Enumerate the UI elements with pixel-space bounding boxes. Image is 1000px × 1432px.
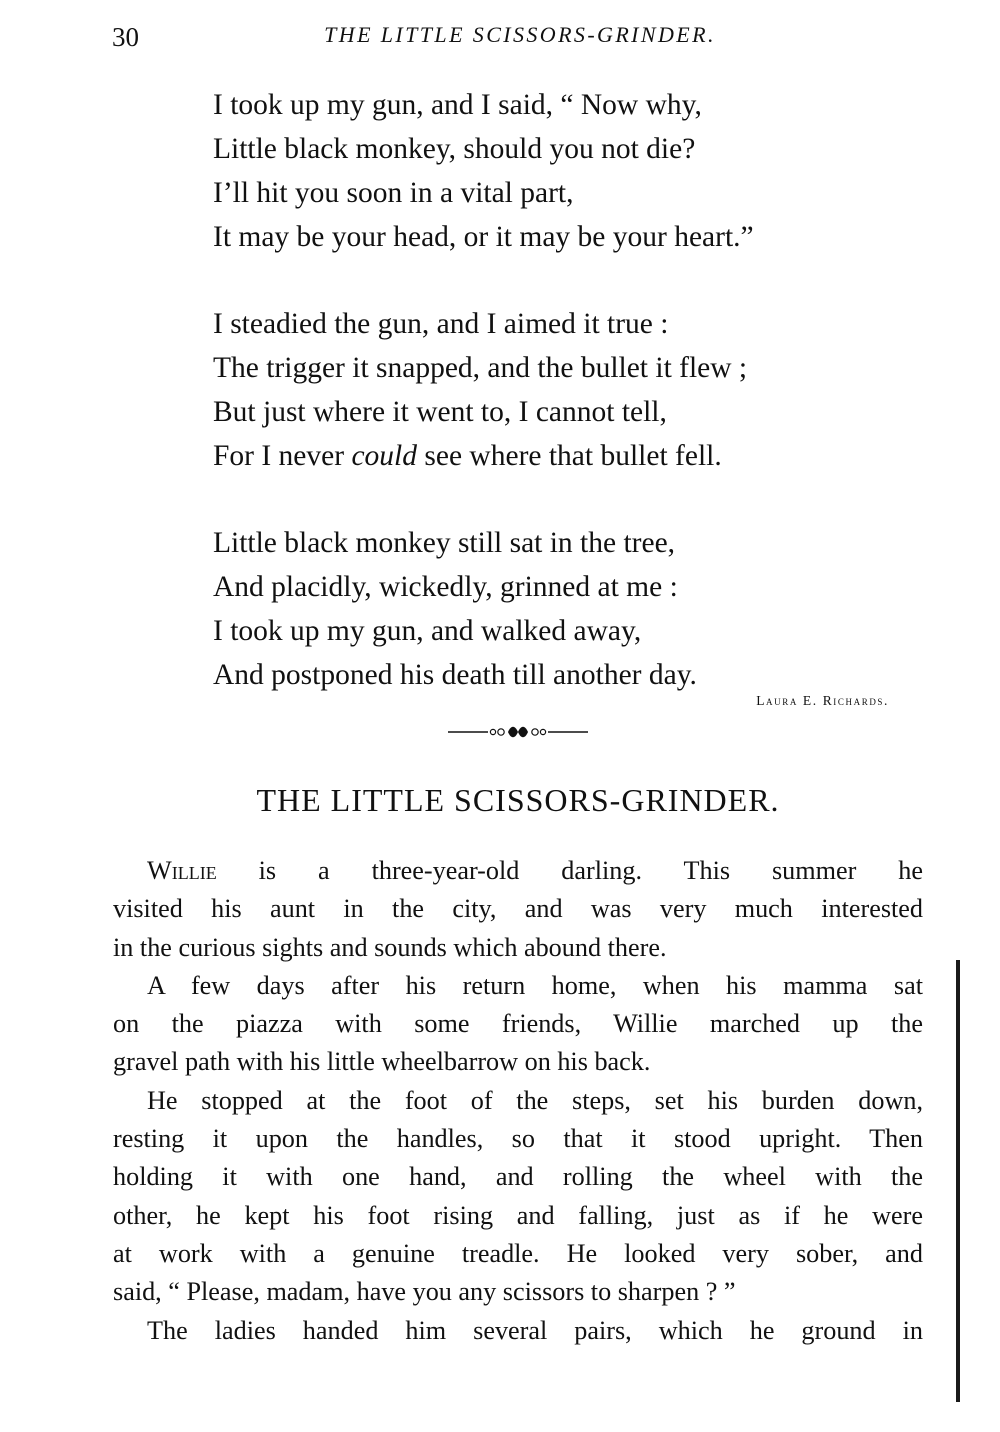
prose-line: on the piazza with some friends, Willie marched up the <box>113 1009 923 1039</box>
running-head: THE LITTLE SCISSORS-GRINDER. <box>324 22 716 47</box>
verse-line: Little black monkey, should you not die? <box>213 133 696 165</box>
verse-line: Little black monkey still sat in the tree, <box>213 527 676 559</box>
prose-line: other, he kept his foot rising and falling, just as if he were <box>113 1200 923 1230</box>
verse-line: And placidly, wickedly, grinned at me : <box>213 571 678 603</box>
verse-line: I took up my gun, and I said, “ Now why, <box>213 89 702 121</box>
prose-text: is a three-year-old darling. This summer he <box>216 856 923 885</box>
verse-line: But just where it went to, I cannot tell, <box>213 396 667 428</box>
prose-line: in the curious sights and sounds which abound there. <box>113 932 667 962</box>
poem-attribution: Laura E. Richards. <box>756 693 889 708</box>
stanza-1 <box>213 83 754 259</box>
opening-word: Willie <box>147 856 217 885</box>
verse-line: I steadied the gun, and I aimed it true : <box>213 308 669 340</box>
prose-line: at work with a genuine treadle. He looked very sober, and <box>113 1238 923 1268</box>
prose-line <box>113 852 923 890</box>
prose-line: holding it with one hand, and rolling the wheel with the <box>113 1162 923 1192</box>
verse-line: I’ll hit you soon in a vital part, <box>213 177 574 209</box>
verse-line <box>213 434 754 478</box>
prose-line: visited his aunt in the city, and was very much interested <box>113 894 923 924</box>
prose-line: The ladies handed him several pairs, which he ground in <box>147 1315 923 1345</box>
prose-line: said, “ Please, madam, have you any scissors to sharpen ? ” <box>113 1277 736 1307</box>
scan-edge-bar <box>956 960 960 1402</box>
verse-text: see where that bullet fell. <box>417 440 722 472</box>
poem <box>213 83 754 697</box>
prose-line: gravel path with his little wheelbarrow on his back. <box>113 1047 651 1077</box>
verse-line: And postponed his death till another day. <box>213 659 697 691</box>
stanza-2 <box>213 302 754 478</box>
stanza-3 <box>213 521 754 697</box>
page-number: 30 <box>112 22 139 52</box>
verse-line: I took up my gun, and walked away, <box>213 615 642 647</box>
prose-line: resting it upon the handles, so that it stood upright. Then <box>113 1124 923 1154</box>
emphasized-word: could <box>351 440 417 472</box>
verse-text: For I never <box>213 440 352 472</box>
ornament-divider-icon <box>448 723 588 741</box>
prose-line: A few days after his return home, when his mamma sat <box>147 970 923 1000</box>
prose-line: He stopped at the foot of the steps, set his burden down, <box>147 1085 923 1115</box>
story-title: THE LITTLE SCISSORS-GRINDER. <box>256 782 780 818</box>
verse-line: The trigger it snapped, and the bullet it flew ; <box>213 352 748 384</box>
story-body <box>113 852 923 1350</box>
verse-line: It may be your head, or it may be your heart.” <box>213 221 754 253</box>
